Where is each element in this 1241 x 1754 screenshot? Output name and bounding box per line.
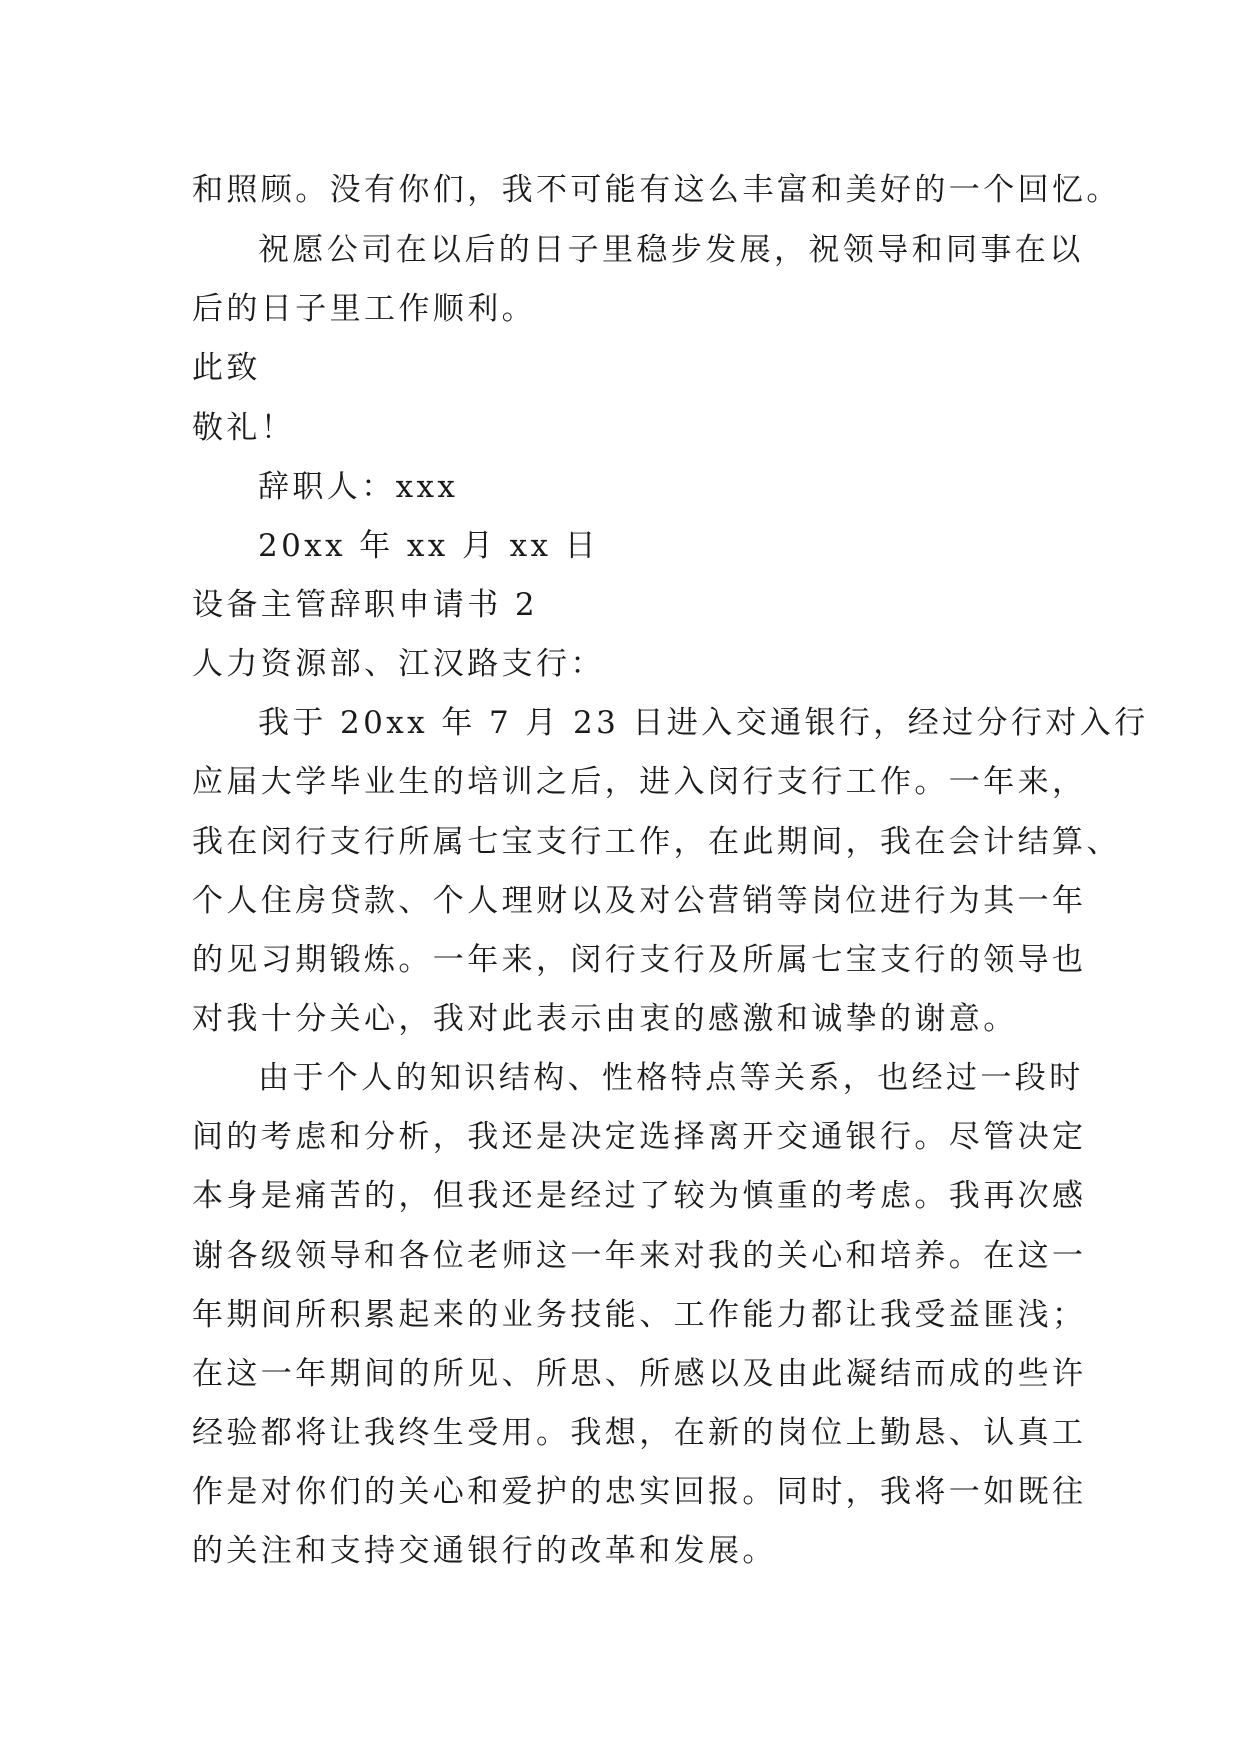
text-line: 对我十分关心，我对此表示由衷的感激和诚挚的谢意。 <box>192 1001 1018 1037</box>
text-line: 个人住房贷款、个人理财以及对公营销等岗位进行为其一年 <box>192 883 1087 919</box>
addressee-line: 人力资源部、江汉路支行： <box>192 646 605 682</box>
text-line: 祝愿公司在以后的日子里稳步发展，祝领导和同事在以 <box>258 232 1084 268</box>
text-line: 间的考虑和分析，我还是决定选择离开交通银行。尽管决定 <box>192 1119 1087 1155</box>
text-line: 我于 20xx 年 7 月 23 日进入交通银行，经过分行对入行 <box>258 705 1149 741</box>
text-line: 的关注和支持交通银行的改革和发展。 <box>192 1533 777 1569</box>
text-line: 此致 <box>192 350 261 386</box>
text-line: 应届大学毕业生的培训之后，进入闵行支行工作。一年来， <box>192 764 1087 800</box>
signature-line: 辞职人：xxx <box>258 469 459 505</box>
text-line: 在这一年期间的所见、所思、所感以及由此凝结而成的些许 <box>192 1356 1087 1392</box>
text-line: 本身是痛苦的，但我还是经过了较为慎重的考虑。我再次感 <box>192 1178 1087 1214</box>
text-line: 后的日子里工作顺利。 <box>192 291 536 327</box>
text-line: 和照顾。没有你们，我不可能有这么丰富和美好的一个回忆。 <box>192 172 1121 208</box>
date-line: 20xx 年 xx 月 xx 日 <box>258 528 600 564</box>
text-line: 年期间所积累起来的业务技能、工作能力都让我受益匪浅； <box>192 1297 1087 1333</box>
text-line: 谢各级领导和各位老师这一年来对我的关心和培养。在这一 <box>192 1238 1087 1274</box>
text-line: 我在闵行支行所属七宝支行工作，在此期间，我在会计结算、 <box>192 824 1121 860</box>
text-line: 经验都将让我终生受用。我想，在新的岗位上勤恳、认真工 <box>192 1415 1087 1451</box>
text-line: 敬礼！ <box>192 410 296 446</box>
section-title: 设备主管辞职申请书 2 <box>192 587 538 623</box>
text-line: 作是对你们的关心和爱护的忠实回报。同时，我将一如既往 <box>192 1474 1087 1510</box>
text-line: 的见习期锻炼。一年来，闵行支行及所属七宝支行的领导也 <box>192 942 1087 978</box>
text-line: 由于个人的知识结构、性格特点等关系，也经过一段时 <box>258 1060 1084 1096</box>
